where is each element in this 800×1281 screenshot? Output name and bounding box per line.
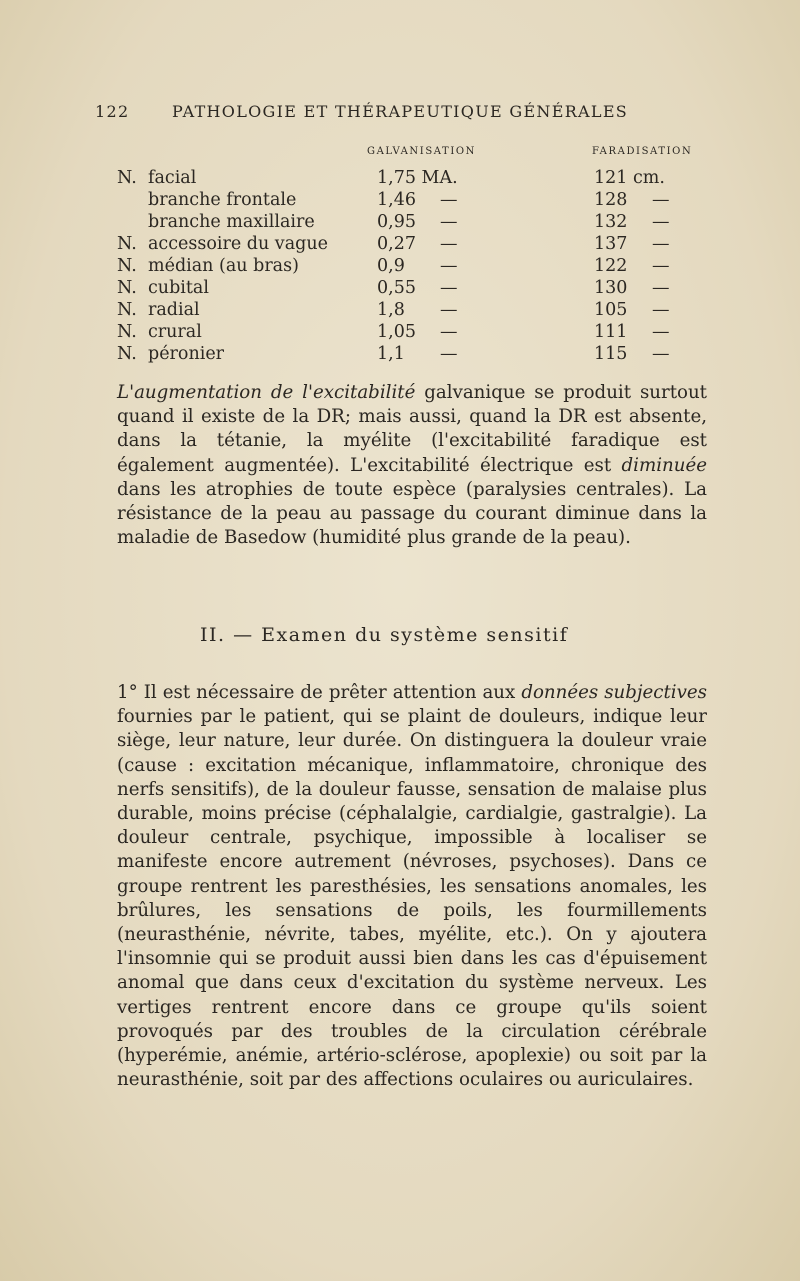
nerve-prefix: N. bbox=[117, 256, 137, 276]
faradisation-value: 132 bbox=[594, 212, 628, 232]
paragraph-text: fournies par le patient, qui se plaint de douleurs, indique leur siège, leur nature, leur durée. On distinguera la douleur vraie (cause : excitation mécanique, inflammatoire, chronique des nerfs sensitifs), de la douleur fausse, sensation de malaise plus durable, moins précise (céphalalgie, cardialgie, gastralgie). La douleur centrale, psychique, impossible à localiser se manifeste encore autrement (névroses, psychoses). Dans ce groupe rentrent les paresthésies, les sensations anomales, les brûlures, les sensations de poils, les fourmillements (neurasthénie, névrite, tabes, myélite, etc.). On y ajoutera l'insomnie qui se produit aussi bien dans les cas d'épuisement anomal que dans ceux d'excitation du système nerveux. Les vertiges rentrent encore dans ce groupe qu'ils soient provoqués par des troubles de la circulation cérébrale (hyperémie, anémie, artério-sclérose, apoplexie) ou soit par la neurasthénie, soit par des affections oculaires ou auriculaires. bbox=[117, 706, 707, 1091]
nerve-name: péronier bbox=[148, 344, 225, 364]
galvanisation-value: 1,1 bbox=[377, 344, 405, 364]
faradisation-value: 130 bbox=[594, 278, 628, 298]
italic-phrase: diminuée bbox=[621, 454, 707, 476]
faradisation-value: 121 cm. bbox=[594, 168, 665, 188]
nerve-name: crural bbox=[148, 322, 202, 342]
galvanisation-value: 1,05 bbox=[377, 322, 416, 342]
ditto-mark: — bbox=[440, 234, 458, 254]
nerve-prefix: N. bbox=[117, 300, 137, 320]
table-row bbox=[0, 300, 800, 322]
faradisation-value: 111 bbox=[594, 322, 628, 342]
table-row bbox=[0, 256, 800, 278]
nerve-prefix: N. bbox=[117, 344, 137, 364]
galvanisation-value: 0,27 bbox=[377, 234, 416, 254]
table-row bbox=[0, 168, 800, 190]
ditto-mark: — bbox=[440, 256, 458, 276]
section-heading: II. — Examen du système sensitif bbox=[200, 624, 569, 646]
table-row bbox=[0, 212, 800, 234]
galvanisation-value: 0,9 bbox=[377, 256, 405, 276]
italic-phrase: données subjectives bbox=[521, 682, 707, 703]
table-row bbox=[0, 234, 800, 256]
paragraph-excitability bbox=[117, 381, 707, 550]
ditto-mark: — bbox=[652, 212, 670, 232]
paragraph-text: dans les atrophies de toute espèce (paralysies centrales). La résistance de la peau au passage du courant diminue dans la maladie de Basedow (humidité plus grande de la peau). bbox=[117, 478, 707, 549]
column-header-galvanisation: GALVANISATION bbox=[367, 146, 477, 157]
nerve-prefix: N. bbox=[117, 322, 137, 342]
page-number: 122 bbox=[95, 102, 130, 121]
faradisation-value: 122 bbox=[594, 256, 628, 276]
nerve-name: branche frontale bbox=[148, 190, 297, 210]
table-row bbox=[0, 190, 800, 212]
faradisation-value: 137 bbox=[594, 234, 628, 254]
ditto-mark: — bbox=[652, 344, 670, 364]
nerve-name: accessoire du vague bbox=[148, 234, 328, 254]
paragraph-subjective-data bbox=[117, 681, 707, 1092]
table-row bbox=[0, 322, 800, 344]
galvanisation-value: 1,75 MA. bbox=[377, 168, 458, 188]
nerve-name: branche maxillaire bbox=[148, 212, 315, 232]
nerve-name: cubital bbox=[148, 278, 209, 298]
ditto-mark: — bbox=[652, 300, 670, 320]
ditto-mark: — bbox=[652, 322, 670, 342]
running-title: PATHOLOGIE ET THÉRAPEUTIQUE GÉNÉRALES bbox=[172, 102, 629, 121]
table-row bbox=[0, 344, 800, 366]
nerve-prefix: N. bbox=[117, 278, 137, 298]
table-row bbox=[0, 278, 800, 300]
nerve-name: médian (au bras) bbox=[148, 256, 299, 276]
faradisation-value: 128 bbox=[594, 190, 628, 210]
ditto-mark: — bbox=[652, 256, 670, 276]
paragraph-text: 1° Il est nécessaire de prêter attention aux bbox=[117, 682, 522, 703]
faradisation-value: 105 bbox=[594, 300, 628, 320]
ditto-mark: — bbox=[440, 322, 458, 342]
galvanisation-value: 0,55 bbox=[377, 278, 416, 298]
italic-phrase: L'augmentation de l'excitabilité bbox=[117, 382, 416, 403]
ditto-mark: — bbox=[652, 190, 670, 210]
nerve-prefix: N. bbox=[117, 234, 137, 254]
nerve-name: facial bbox=[148, 168, 197, 188]
paragraph-text: galvanique se produit surtout quand il existe de la DR; mais aussi, quand la DR est absente, dans la tétanie, la myélite (l'excitabilité faradique est également augmentée). L'excitabilité électrique est bbox=[117, 382, 707, 476]
ditto-mark: — bbox=[440, 212, 458, 232]
faradisation-value: 115 bbox=[594, 344, 628, 364]
ditto-mark: — bbox=[440, 300, 458, 320]
nerve-prefix: N. bbox=[117, 168, 137, 188]
nerve-name: radial bbox=[148, 300, 200, 320]
ditto-mark: — bbox=[440, 344, 458, 364]
column-header-faradisation: FARADISATION bbox=[592, 146, 693, 157]
ditto-mark: — bbox=[440, 190, 458, 210]
ditto-mark: — bbox=[652, 234, 670, 254]
ditto-mark: — bbox=[652, 278, 670, 298]
galvanisation-value: 1,8 bbox=[377, 300, 405, 320]
galvanisation-value: 0,95 bbox=[377, 212, 416, 232]
ditto-mark: — bbox=[440, 278, 458, 298]
galvanisation-value: 1,46 bbox=[377, 190, 416, 210]
